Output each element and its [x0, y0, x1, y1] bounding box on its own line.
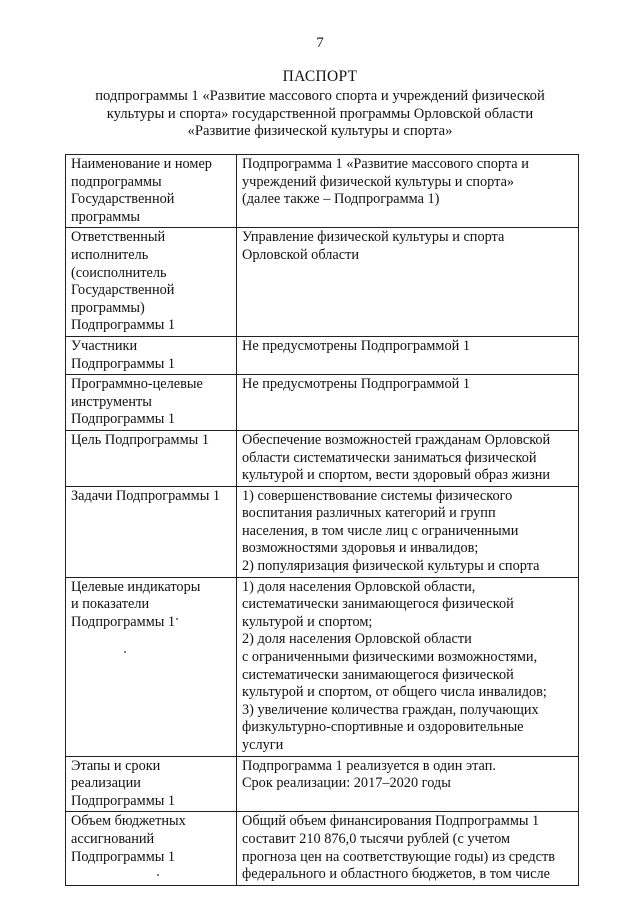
table-row [66, 155, 579, 228]
table-row [66, 577, 579, 756]
table-row [66, 812, 579, 885]
row-label: Наименование и номер подпрограммы Государственной программы [66, 155, 237, 228]
document-subtitle: подпрограммы 1 «Развитие массового спорта и учреждений физической культуры и спорта» государственной программы Орловской области «Развитие физической культуры и спорта» [95, 88, 545, 139]
row-label: Целевые индикаторы и показатели Подпрограммы 1 [66, 577, 237, 756]
table-row [66, 375, 579, 431]
row-label: Программно-целевые инструменты Подпрограммы 1 [66, 375, 237, 431]
row-value: Обеспечение возможностей гражданам Орловской области систематически заниматься физической культурой и спортом, вести здоровый образ жизни [237, 430, 579, 486]
scan-speck [176, 618, 178, 620]
row-value: Управление физической культуры и спорта Орловской области [237, 228, 579, 337]
row-value: 1) доля населения Орловской области, систематически занимающегося физической культурой и спортом; 2) доля населения Орловской области с ограниченными физическими возможностями, систематически занимающегося физической культурой и спортом, от общего числа инвалидов; 3) увеличение количества граждан, получающих физкультурно-спортивные и оздоровительные услуги [237, 577, 579, 756]
table-row [66, 336, 579, 374]
page-number: 7 [316, 35, 324, 51]
table-row [66, 756, 579, 812]
row-label: Этапы и сроки реализации Подпрограммы 1 [66, 756, 237, 812]
row-value: Не предусмотрены Подпрограммой 1 [237, 336, 579, 374]
row-label: Участники Подпрограммы 1 [66, 336, 237, 374]
row-value: Подпрограмма 1 реализуется в один этап. Срок реализации: 2017–2020 годы [237, 756, 579, 812]
table-row [66, 228, 579, 337]
row-label: Цель Подпрограммы 1 [66, 430, 237, 486]
document-title: ПАСПОРТ [282, 68, 358, 85]
passport-table [65, 154, 579, 886]
scan-speck [124, 651, 126, 653]
row-label: Ответственный исполнитель (соисполнитель Государственной программы) Подпрограммы 1 [66, 228, 237, 337]
row-label: Объем бюджетных ассигнований Подпрограммы 1 [66, 812, 237, 885]
table-row [66, 430, 579, 486]
row-value: 1) совершенствование системы физического воспитания различных категорий и групп населения, в том числе лиц с ограниченными возможностями здоровья и инвалидов; 2) популяризация физической культуры и спорта [237, 486, 579, 577]
row-label: Задачи Подпрограммы 1 [66, 486, 237, 577]
row-value: Общий объем финансирования Подпрограммы 1 составит 210 876,0 тысячи рублей (с учетом прогноза цен на соответствующие годы) из средств федерального и областного бюджетов, в том числе [237, 812, 579, 885]
row-value: Не предусмотрены Подпрограммой 1 [237, 375, 579, 431]
table-row [66, 486, 579, 577]
scan-speck [157, 874, 159, 876]
row-value: Подпрограмма 1 «Развитие массового спорта и учреждений физической культуры и спорта» (далее также – Подпрограмма 1) [237, 155, 579, 228]
